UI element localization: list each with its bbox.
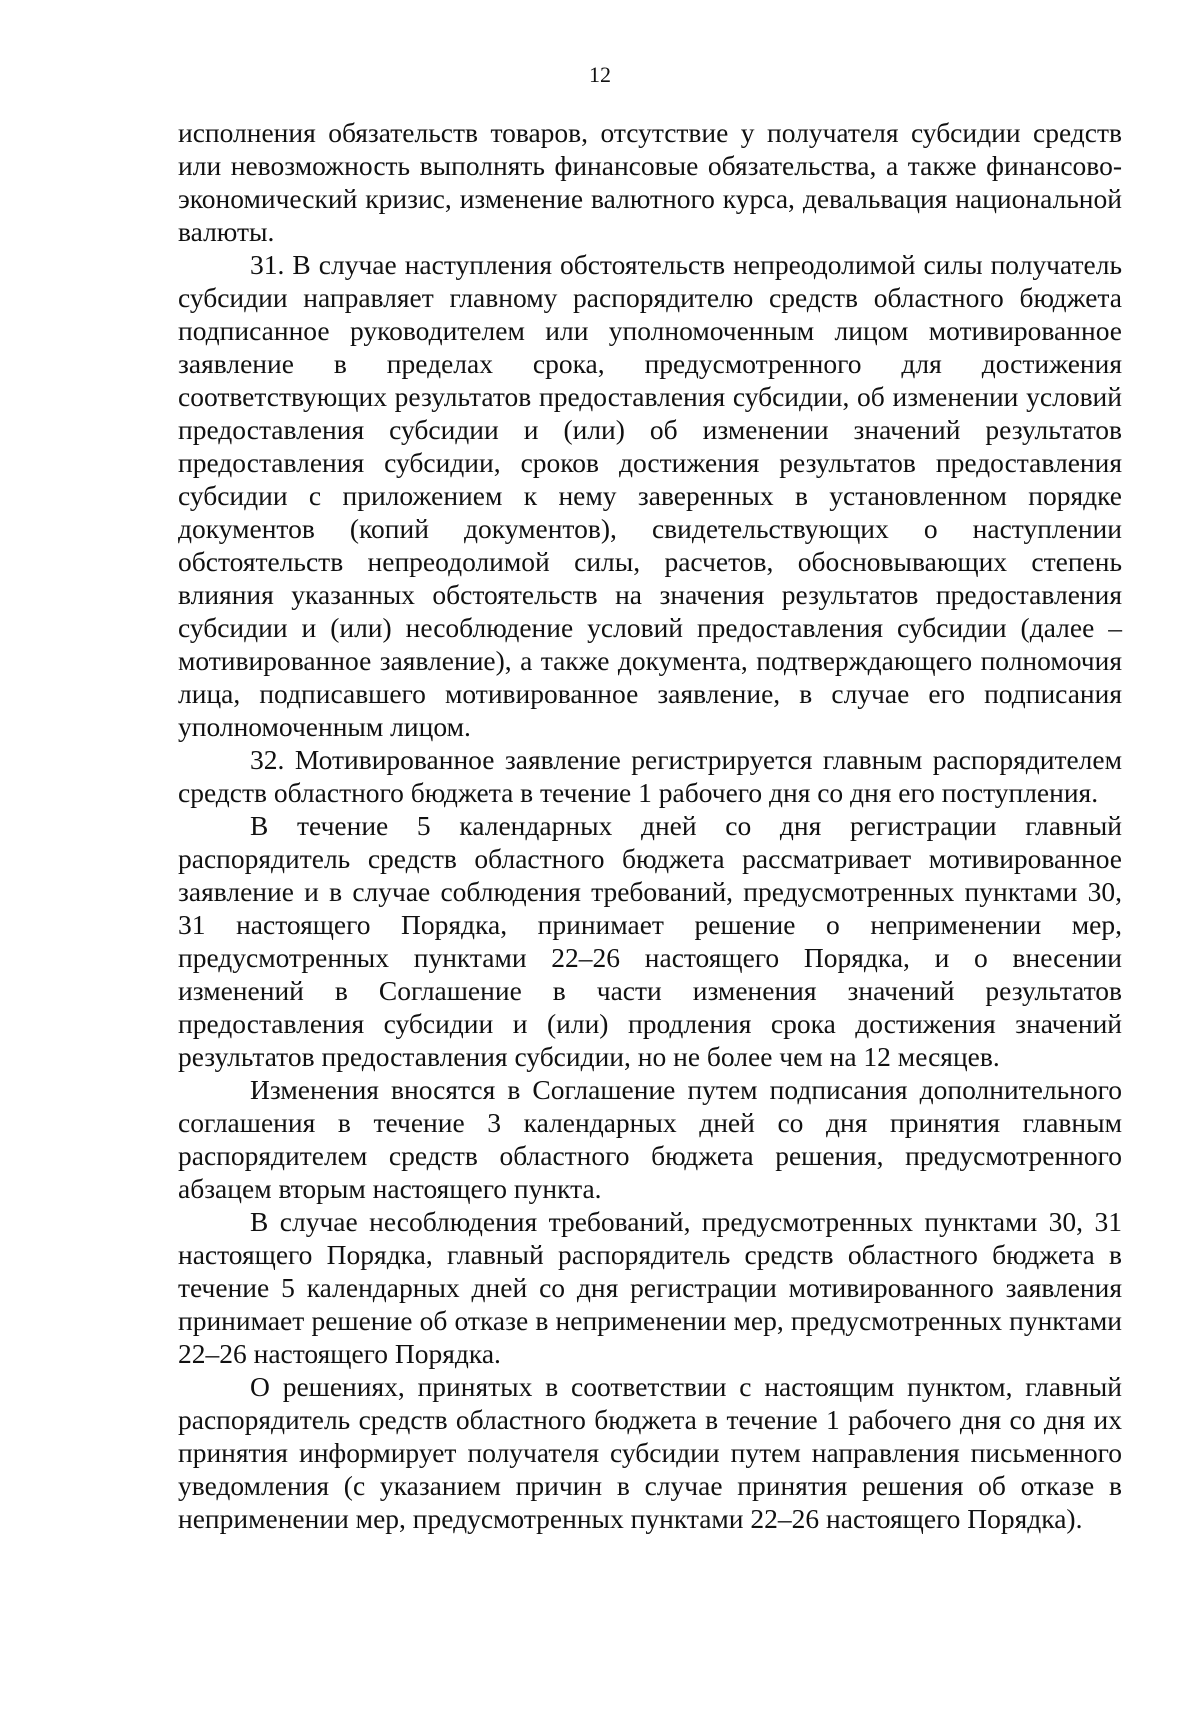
paragraph-notification: О решениях, принятых в соответствии с настоящим пунктом, главный распорядитель средств областного бюджета в течение 1 рабочего дня со дня их принятия информирует получателя субсидии путем направления письменного уведомления (с указанием причин в случае принятия решения об отказе в неприменении мер, предусмотренных пунктами 22–26 настоящего Порядка). [178, 1371, 1122, 1534]
paragraph-review-decision: В течение 5 календарных дней со дня регистрации главный распорядитель средств областного бюджета рассматривает мотивированное заявление и в случае соблюдения требований, предусмотренных пунктами 30, 31 настоящего Порядка, принимает решение о неприменении мер, предусмотренных пунктами 22–26 настоящего Порядка, и о внесении изменений в Соглашение в части изменения значений результатов предоставления субсидии и (или) продления срока достижения значений результатов предоставления субсидии, но не более чем на 12 месяцев. [178, 810, 1122, 1072]
paragraph-continuation: исполнения обязательств товаров, отсутствие у получателя субсидии средств или невозможность выполнять финансовые обязательства, а также финансово-экономический кризис, изменение валютного курса, девальвация национальной валюты. [178, 117, 1122, 247]
paragraph-agreement-changes: Изменения вносятся в Соглашение путем подписания дополнительного соглашения в течение 3 календарных дней со дня принятия главным распорядителем средств областного бюджета решения, предусмотренного абзацем вторым настоящего пункта. [178, 1074, 1122, 1204]
paragraph-item-32: 32. Мотивированное заявление регистрируется главным распорядителем средств областного бюджета в течение 1 рабочего дня со дня его поступления. [178, 744, 1122, 808]
paragraph-refusal-decision: В случае несоблюдения требований, предусмотренных пунктами 30, 31 настоящего Порядка, главный распорядитель средств областного бюджета в течение 5 календарных дней со дня регистрации мотивированного заявления принимает решение об отказе в неприменении мер, предусмотренных пунктами 22–26 настоящего Порядка. [178, 1206, 1122, 1369]
page-number: 12 [589, 62, 611, 87]
paragraph-item-31: 31. В случае наступления обстоятельств непреодолимой силы получатель субсидии направляет главному распорядителю средств областного бюджета подписанное руководителем или уполномоченным лицом мотивированное заявление в пределах срока, предусмотренного для достижения соответствующих результатов предоставления субсидии, об изменении условий предоставления субсидии и (или) об изменении значений результатов предоставления субсидии, сроков достижения результатов предоставления субсидии с приложением к нему заверенных в установленном порядке документов (копий документов), свидетельствующих о наступлении обстоятельств непреодолимой силы, расчетов, обосновывающих степень влияния указанных обстоятельств на значения результатов предоставления субсидии и (или) несоблюдение условий предоставления субсидии (далее – мотивированное заявление), а также документа, подтверждающего полномочия лица, подписавшего мотивированное заявление, в случае его подписания уполномоченным лицом. [178, 249, 1122, 742]
document-body [178, 116, 1122, 1535]
